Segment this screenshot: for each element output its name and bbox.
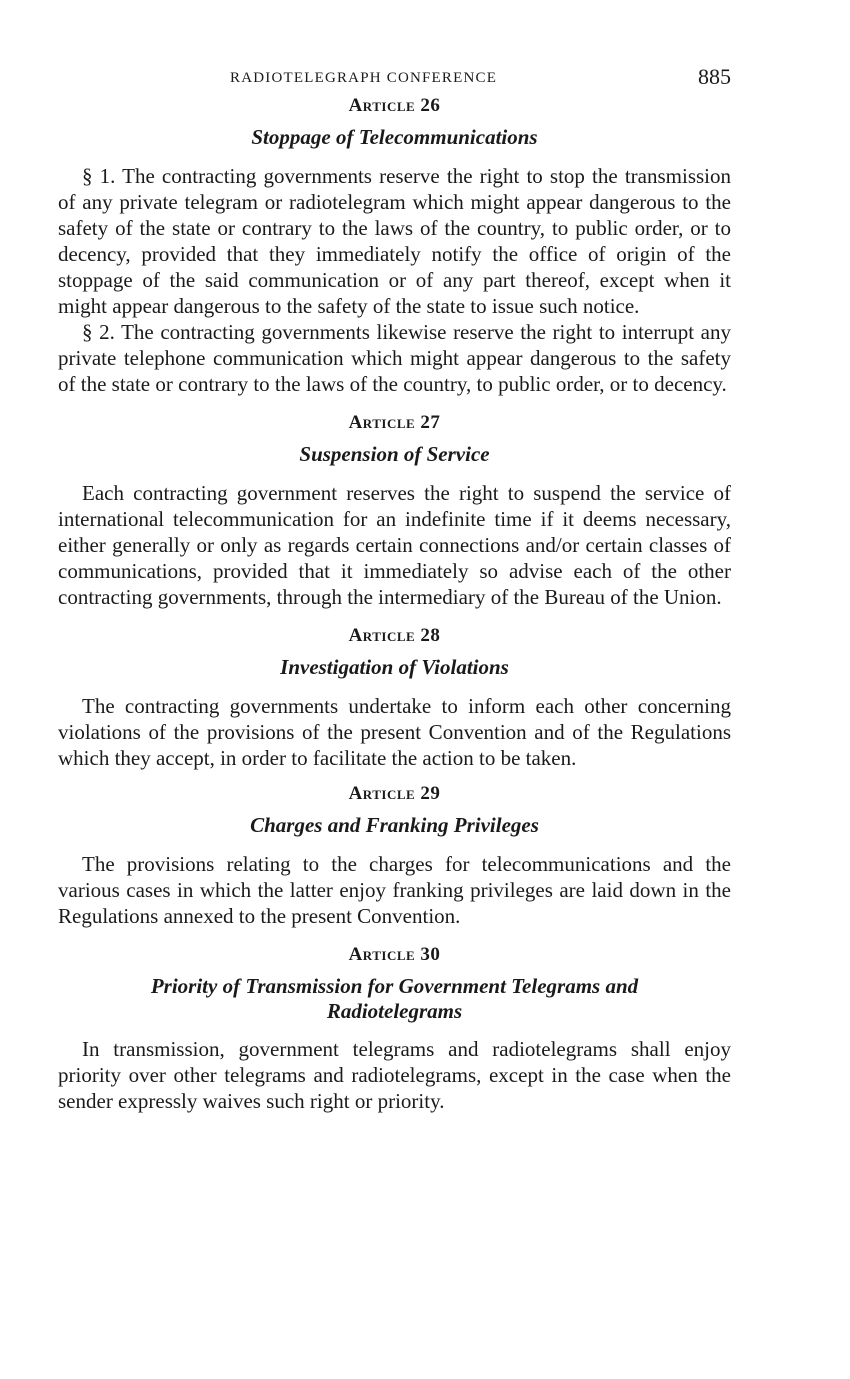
document-page [58,60,731,1114]
article-26 [58,94,731,397]
article-30 [58,943,731,1114]
running-header [58,60,731,94]
article-heading: Article 30 [348,944,441,965]
article-heading: Article 29 [348,783,441,804]
article-paragraph: § 1. The contracting governments reserve the right to stop the transmission of any private telegram or radiotelegram which might appear dangerous to the safety of the state or contrary to the laws of the country, to public order, or to decency, provided that they immediately notify the office of origin of the stoppage of the said communication or of any part thereof, except when it might appear dangerous to the safety of the state to issue such notice. [58,164,731,318]
article-title: Suspension of Service [299,442,490,466]
article-paragraph: In transmission, government telegrams and radiotelegrams shall enjoy priority over other telegrams and radiotelegrams, except in the case when the sender expressly waives such right or priority. [58,1037,731,1113]
article-29 [58,782,731,929]
article-heading: Article 28 [348,625,441,646]
article-paragraph: Each contracting government reserves the right to suspend the service of international telecommunication for an indefinite time if it deems necessary, either generally or only as regards certain connections and/or certain classes of communications, provided that it immediately so advise each of the other contracting governments, through the intermediary of the Bureau of the Union. [58,481,731,609]
running-title: RADIOTELEGRAPH CONFERENCE [230,70,498,86]
article-paragraph: § 2. The contracting governments likewise reserve the right to interrupt any private telephone communication which might appear dangerous to the safety of the state or contrary to the laws of the country, to public order, or to decency. [58,320,731,396]
article-title: Stoppage of Telecommunications [251,125,538,149]
page-number: 885 [698,64,731,89]
article-title: Investigation of Violations [280,655,509,679]
article-title: Priority of Transmission for Government Telegrams and Radiotelegrams [150,974,639,1023]
article-28 [58,624,731,771]
article-title: Charges and Franking Privileges [250,813,539,837]
article-heading: Article 26 [348,95,441,116]
article-27 [58,411,731,610]
article-paragraph: The provisions relating to the charges for telecommunications and the various cases in which the latter enjoy franking privileges are laid down in the Regulations annexed to the present Convention. [58,852,731,928]
article-heading: Article 27 [348,412,441,433]
article-paragraph: The contracting governments undertake to inform each other concerning violations of the provisions of the present Convention and of the Regulations which they accept, in order to facilitate the action to be taken. [58,694,731,770]
